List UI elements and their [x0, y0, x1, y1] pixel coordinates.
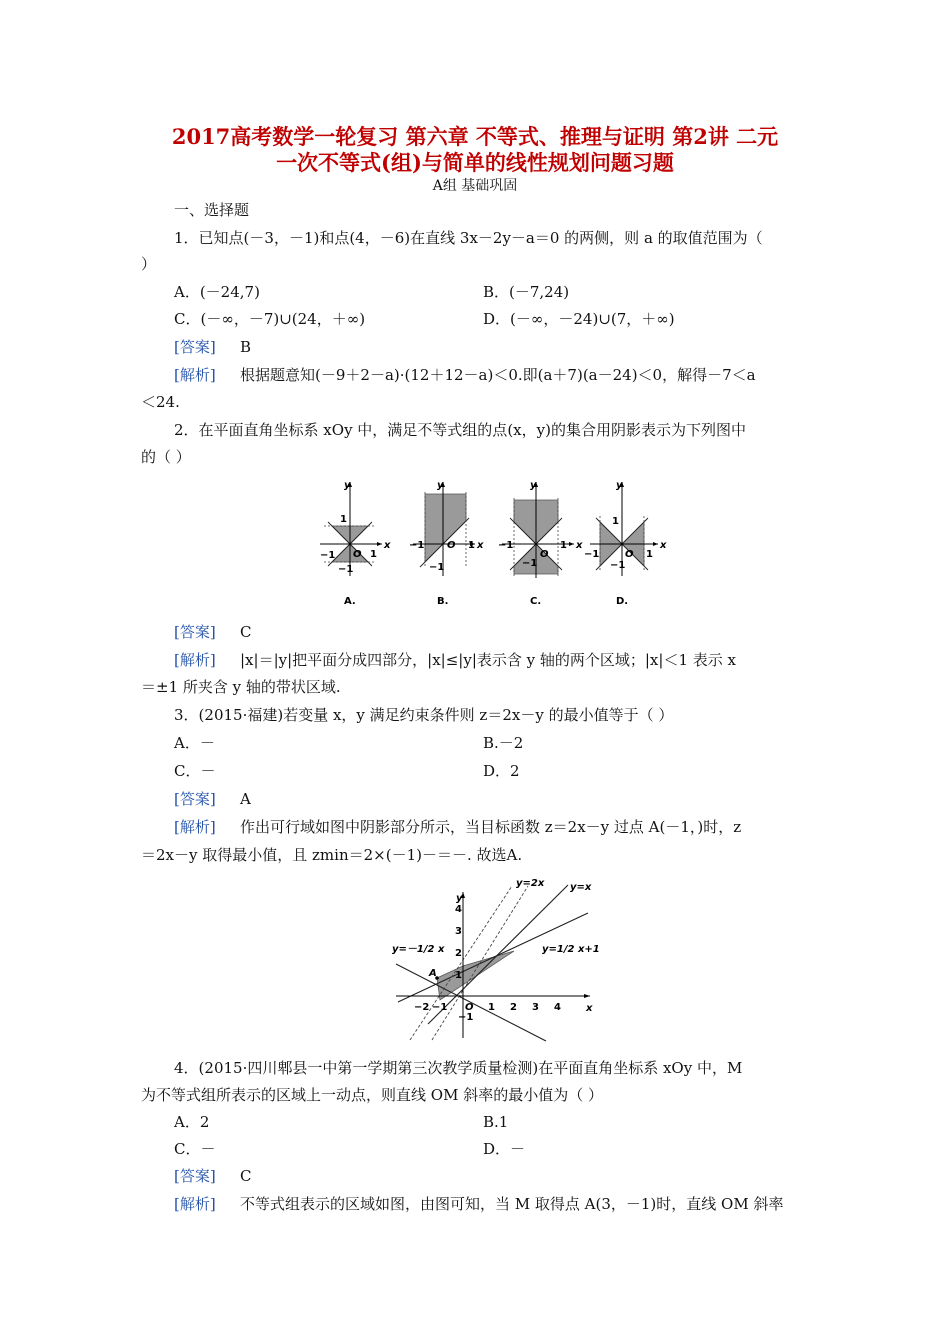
- label-y-x: y=x: [570, 882, 592, 893]
- group-heading: A组 基础巩固: [432, 178, 518, 194]
- point-a-label: A: [429, 968, 437, 979]
- svg-text:O: O: [465, 1002, 474, 1013]
- q1-answer-tag: [答案]: [174, 338, 216, 356]
- figure-c-label: C.: [530, 596, 542, 607]
- label-y-neg-half-x: y=－1/2 x: [392, 944, 445, 955]
- q1-option-b: B．(－7,24): [483, 283, 570, 301]
- q1-option-c: C．(－∞，－7)∪(24，＋∞): [174, 310, 366, 328]
- figure-b-label: B.: [437, 596, 449, 607]
- svg-text:x: x: [586, 1003, 593, 1014]
- svg-text:O: O: [540, 549, 549, 560]
- svg-text:x: x: [477, 540, 484, 551]
- svg-text:1: 1: [370, 549, 377, 560]
- svg-text:O: O: [353, 549, 362, 560]
- q2-explanation-tag: [解析]: [174, 651, 216, 669]
- q2-stem-line1: 2．在平面直角坐标系 xOy 中，满足不等式组的点(x，y)的集合用阴影表示为下列图中: [174, 421, 746, 439]
- q1-explanation-tag: [解析]: [174, 366, 216, 384]
- label-y-2x: y=2x: [516, 878, 545, 889]
- q3-explanation-line2: ＝2x－y 取得最小值，且 zmin＝2×(－1)－＝－. 故选A.: [141, 846, 523, 864]
- q4-explanation-tag: [解析]: [174, 1195, 216, 1213]
- svg-text:−2: −2: [414, 1002, 430, 1013]
- svg-text:x: x: [660, 540, 667, 551]
- svg-text:3: 3: [532, 1002, 539, 1013]
- svg-text:1: 1: [646, 549, 653, 560]
- q4-option-d: D．－: [483, 1140, 526, 1158]
- svg-text:−1: −1: [458, 1012, 474, 1023]
- q4-option-b: B.1: [483, 1113, 509, 1131]
- svg-text:−1: −1: [584, 549, 600, 560]
- title-line-1: 2017高考数学一轮复习 第六章 不等式、推理与证明 第2讲 二元: [171, 124, 779, 149]
- q4-answer-tag: [答案]: [174, 1167, 216, 1185]
- svg-text:2: 2: [455, 948, 462, 959]
- svg-text:−1: −1: [498, 540, 514, 551]
- svg-text:1: 1: [468, 540, 475, 551]
- svg-text:1: 1: [455, 970, 462, 981]
- svg-text:y: y: [616, 480, 623, 491]
- svg-text:y: y: [456, 893, 463, 904]
- svg-text:x: x: [384, 540, 391, 551]
- svg-text:x: x: [576, 540, 583, 551]
- q4-stem-line2: 为不等式组所表示的区域上一动点，则直线 OM 斜率的最小值为（ ）: [141, 1086, 603, 1104]
- svg-text:−1: −1: [522, 558, 538, 569]
- q4-answer: C: [240, 1167, 252, 1185]
- title-line-2: 一次不等式(组)与简单的线性规划问题习题: [276, 150, 674, 175]
- figure-d-label: D.: [616, 596, 629, 607]
- q1-stem-line2: ）: [141, 255, 157, 273]
- label-y-half-x-plus-1: y=1/2 x+1: [542, 944, 600, 955]
- svg-text:1: 1: [340, 514, 347, 525]
- svg-text:y: y: [437, 480, 444, 491]
- figure-a: [320, 480, 391, 576]
- q3-option-d: D．2: [483, 762, 520, 780]
- q1-option-a: A．(－24,7): [174, 283, 260, 301]
- q3-option-c: C．－: [174, 762, 216, 780]
- q1-option-d: D．(－∞，－24)∪(7，＋∞): [483, 310, 675, 328]
- figure-c: [498, 480, 583, 578]
- q3-option-a: A．－: [174, 734, 215, 752]
- q2-option-figures: [300, 472, 680, 617]
- q1-explanation-line1: 根据题意知(－9＋2－a)·(12＋12－a)＜0.即(a＋7)(a－24)＜0，解得－7＜a: [240, 366, 756, 384]
- q2-stem-line2: 的（ ）: [141, 448, 191, 466]
- svg-text:−1: −1: [432, 1002, 448, 1013]
- q4-explanation-line1: 不等式组表示的区域如图，由图可知，当 M 取得点 A(3，－1)时，直线 OM 斜率: [240, 1195, 784, 1213]
- q3-answer-tag: [答案]: [174, 790, 216, 808]
- svg-text:O: O: [447, 540, 456, 551]
- q3-feasible-region-figure: [388, 872, 618, 1044]
- q4-stem-line1: 4．(2015·四川郫县一中第一学期第三次教学质量检测)在平面直角坐标系 xOy 中，M: [174, 1059, 743, 1077]
- svg-text:−1: −1: [610, 560, 626, 571]
- figure-a-label: A.: [344, 596, 356, 607]
- q2-answer: C: [240, 623, 252, 641]
- q3-answer: A: [240, 790, 251, 808]
- q4-option-c: C．－: [174, 1140, 216, 1158]
- q2-answer-tag: [答案]: [174, 623, 216, 641]
- q3-explanation-line1: 作出可行域如图中阴影部分所示，当目标函数 z＝2x－y 过点 A(－1，)时，z: [240, 818, 742, 836]
- svg-text:−1: −1: [320, 550, 336, 561]
- svg-text:−1: −1: [409, 540, 425, 551]
- q1-answer: B: [240, 338, 252, 356]
- svg-text:1: 1: [612, 516, 619, 527]
- figure-b: [409, 480, 484, 576]
- svg-text:3: 3: [455, 926, 462, 937]
- svg-text:y: y: [344, 480, 351, 491]
- q3-option-b: B.－2: [483, 734, 524, 752]
- svg-text:−1: −1: [429, 562, 445, 573]
- q1-stem-line1: 1．已知点(－3，－1)和点(4，－6)在直线 3x－2y－a＝0 的两侧，则 a 的取值范围为（: [174, 229, 763, 247]
- svg-text:−1: −1: [338, 564, 354, 575]
- q1-explanation-line2: ＜24.: [141, 393, 180, 411]
- section-heading: 一、选择题: [174, 201, 250, 219]
- q2-explanation-line2: ＝±1 所夹含 y 轴的带状区域.: [141, 678, 341, 696]
- svg-text:4: 4: [554, 1002, 561, 1013]
- svg-text:1: 1: [560, 540, 567, 551]
- q4-option-a: A．2: [174, 1113, 210, 1131]
- q3-stem: 3．(2015·福建)若变量 x，y 满足约束条件则 z＝2x－y 的最小值等于（ ）: [174, 706, 674, 724]
- svg-text:2: 2: [510, 1002, 517, 1013]
- figure-d: [584, 480, 667, 576]
- svg-text:y: y: [530, 480, 537, 491]
- q3-explanation-tag: [解析]: [174, 818, 216, 836]
- svg-text:1: 1: [488, 1002, 495, 1013]
- svg-text:4: 4: [455, 904, 462, 915]
- q2-explanation-line1: |x|＝|y|把平面分成四部分，|x|≤|y|表示含 y 轴的两个区域；|x|＜1 表示 x: [240, 651, 736, 669]
- svg-text:O: O: [625, 549, 634, 560]
